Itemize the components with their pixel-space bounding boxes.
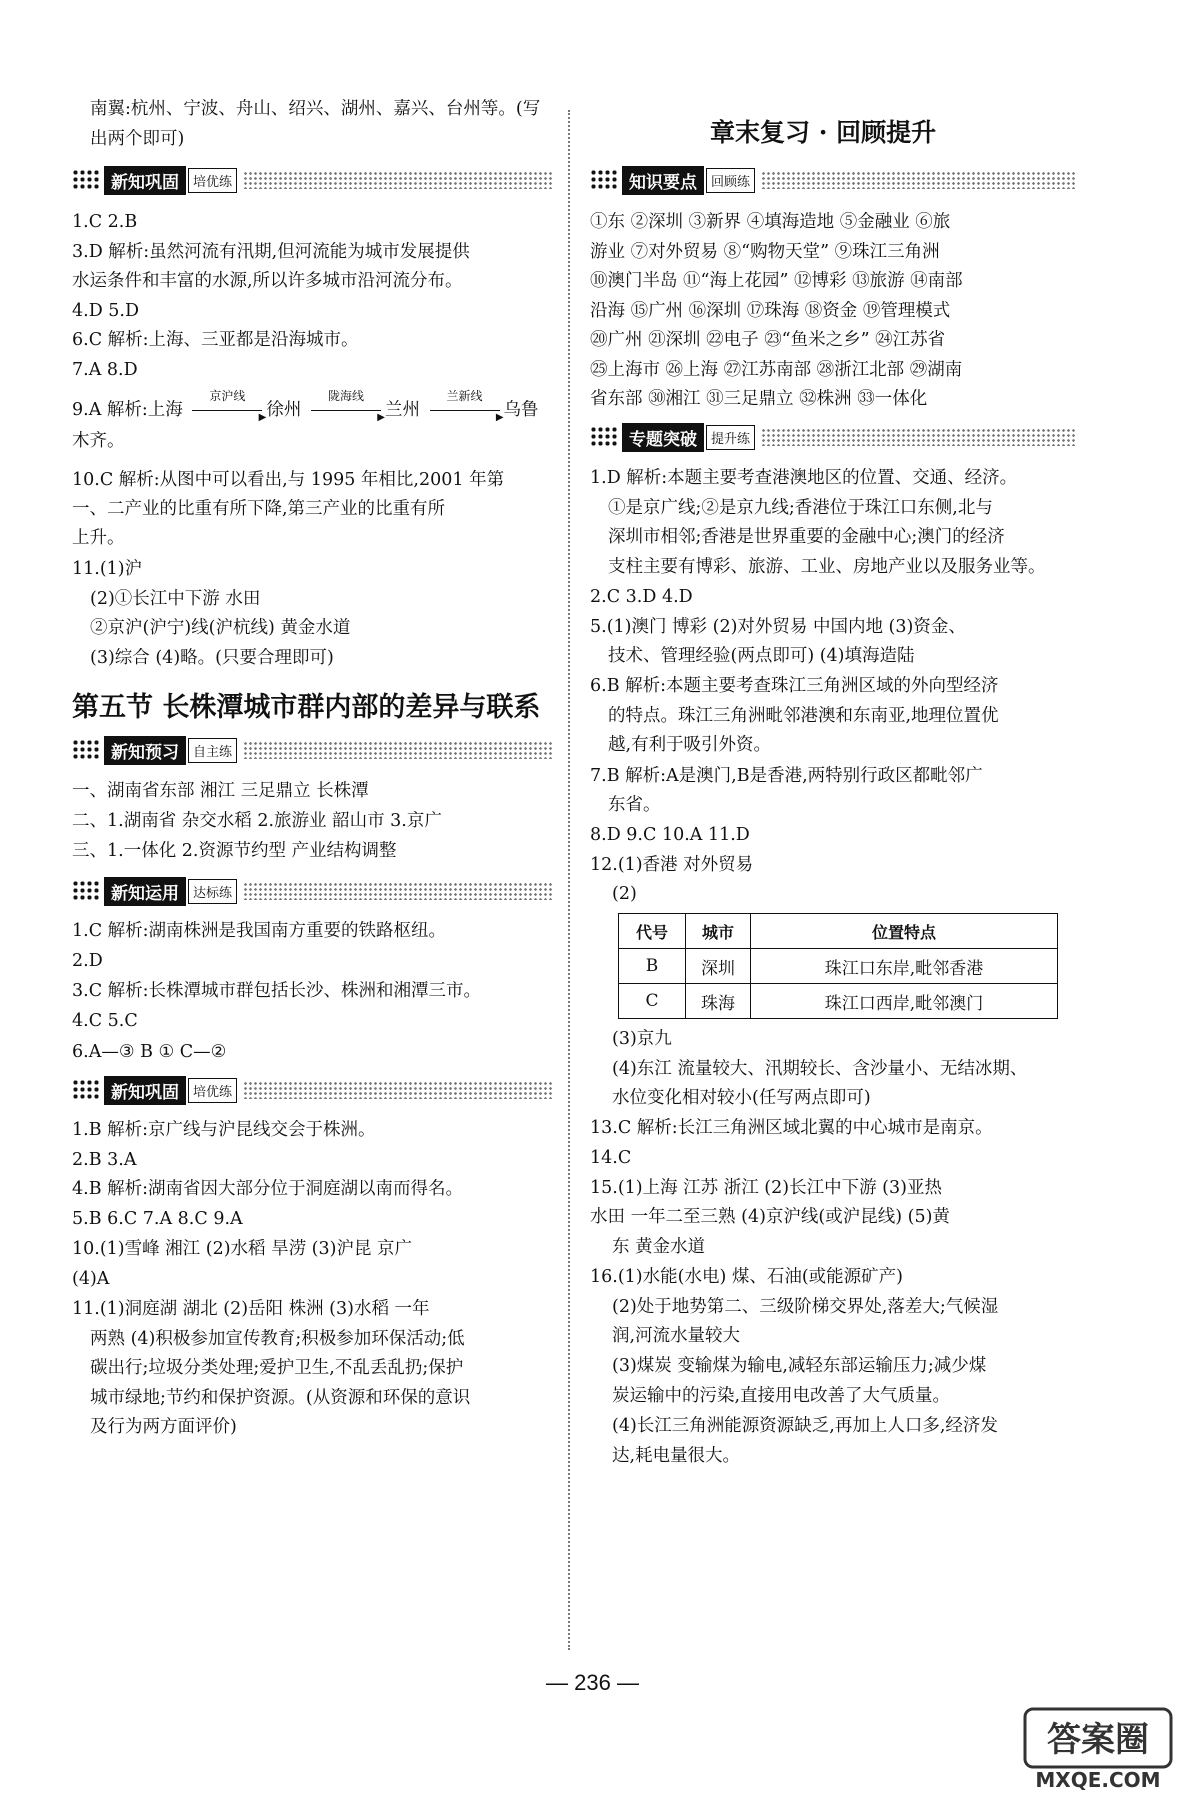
answer-line: ㉕上海市 ㉖上海 ㉗江苏南部 ㉘浙江北部 ㉙湖南 bbox=[590, 360, 963, 380]
answer-line: (3)京九 bbox=[612, 1029, 672, 1049]
answer-line: (4)东江 流量较大、汛期较长、含沙量小、无结冰期、 bbox=[612, 1059, 1028, 1079]
answer-line: 三、1.一体化 2.资源节约型 产业结构调整 bbox=[72, 841, 397, 861]
answer-line: 越,有利于吸引外资。 bbox=[608, 735, 772, 755]
answer-line: ⑳广州 ㉑深圳 ㉒电子 ㉓“鱼米之乡” ㉔江苏省 bbox=[590, 330, 946, 350]
answer-line: 8.D 9.C 10.A 11.D bbox=[590, 825, 750, 845]
answer-line: 4.C 5.C bbox=[72, 1011, 138, 1031]
answer-line: 木齐。 bbox=[72, 431, 125, 451]
answer-line: 4.B 解析:湖南省因大部分位于洞庭湖以南而得名。 bbox=[72, 1179, 464, 1199]
dotted-fill bbox=[761, 428, 1075, 446]
answer-line: (2)处于地势第二、三级阶梯交界处,落差大;气候湿 bbox=[612, 1297, 999, 1317]
route-arrow: 兰新线 ▶ bbox=[426, 397, 504, 423]
answer-line: 12.(1)香港 对外贸易 bbox=[590, 855, 754, 875]
route-label: 兰新线 bbox=[446, 389, 483, 403]
answer-line: 水田 一年二至三熟 (4)京沪线(或沪昆线) (5)黄 bbox=[590, 1207, 950, 1227]
answer-line: 7.A 8.D bbox=[72, 360, 138, 380]
svg-text:答案圈: 答案圈 bbox=[1047, 1720, 1149, 1760]
answer-line: ⑩澳门半岛 ⑪“海上花园” ⑫博彩 ⑬旅游 ⑭南部 bbox=[590, 271, 963, 291]
answer-line: 11.(1)洞庭湖 湖北 (2)岳阳 株洲 (3)水稻 一年 bbox=[72, 1299, 430, 1319]
table-header-row bbox=[619, 914, 1058, 949]
dots-icon bbox=[72, 880, 100, 902]
answer-line: 7.B 解析:A是澳门,B是香港,两特别行政区都毗邻广 bbox=[590, 766, 983, 786]
answer-line: 1.B 解析:京广线与沪昆线交会于株洲。 bbox=[72, 1120, 376, 1140]
bar-tag: 新知预习 bbox=[104, 736, 186, 765]
dots-icon bbox=[590, 426, 618, 448]
answer-line: 二、1.湖南省 杂交水稻 2.旅游业 韶山市 3.京广 bbox=[72, 811, 442, 831]
table-header: 城市 bbox=[686, 914, 751, 949]
route-city: 兰州 bbox=[384, 400, 420, 420]
answer-line: 润,河流水量较大 bbox=[612, 1326, 741, 1346]
position-table bbox=[618, 913, 1058, 1019]
answer-line: 上升。 bbox=[72, 528, 125, 548]
answer-line: 东省。 bbox=[608, 795, 661, 815]
answer-line: 水位变化相对较小(任写两点即可) bbox=[612, 1088, 871, 1108]
answer-line: 技术、管理经验(两点即可) (4)填海造陆 bbox=[608, 646, 915, 666]
bar-sub: 回顾练 bbox=[706, 168, 755, 193]
route-prefix: 9.A 解析:上海 bbox=[72, 400, 183, 420]
table-cell: 珠海 bbox=[686, 984, 751, 1019]
answer-line: 达,耗电量很大。 bbox=[612, 1446, 741, 1466]
answer-line: 一、湖南省东部 湘江 三足鼎立 长株潭 bbox=[72, 781, 369, 801]
dots-icon bbox=[72, 1079, 100, 1101]
answer-line: (4)A bbox=[72, 1269, 110, 1289]
svg-text:MXQE.COM: MXQE.COM bbox=[1035, 1768, 1161, 1792]
answer-line: 支柱主要有博彩、旅游、工业、房地产业以及服务业等。 bbox=[608, 557, 1046, 577]
answer-line: 深圳市相邻;香港是世界重要的金融中心;澳门的经济 bbox=[608, 527, 1005, 547]
answer-line: 5.(1)澳门 博彩 (2)对外贸易 中国内地 (3)资金、 bbox=[590, 617, 966, 637]
bar-tag: 知识要点 bbox=[622, 166, 704, 195]
dotted-fill bbox=[243, 882, 552, 900]
bar-sub: 培优练 bbox=[188, 1078, 237, 1103]
answer-line: 3.C 解析:长株潭城市群包括长沙、株洲和湘潭三市。 bbox=[72, 981, 482, 1001]
answer-line: 13.C 解析:长江三角洲区域北翼的中心城市是南京。 bbox=[590, 1118, 993, 1138]
answer-line: 碳出行;垃圾分类处理;爱护卫生,不乱丢乱扔;保护 bbox=[90, 1358, 464, 1378]
section-bar-keypoints bbox=[590, 165, 1075, 195]
answer-line: ①东 ②深圳 ③新界 ④填海造地 ⑤金融业 ⑥旅 bbox=[590, 212, 951, 232]
answer-line: 6.C 解析:上海、三亚都是沿海城市。 bbox=[72, 330, 359, 350]
page-number: — 236 — bbox=[546, 1670, 639, 1695]
bar-sub: 培优练 bbox=[188, 168, 237, 193]
section-bar-preview bbox=[72, 735, 552, 765]
bar-tag: 新知巩固 bbox=[104, 166, 186, 195]
table-row bbox=[619, 949, 1058, 984]
route-label: 京沪线 bbox=[209, 389, 246, 403]
section-bar-consolidate bbox=[72, 165, 552, 195]
answer-line: (3)煤炭 变输煤为输电,减轻东部运输压力;减少煤 bbox=[612, 1356, 987, 1376]
answer-line: 14.C bbox=[590, 1148, 632, 1168]
dots-icon bbox=[72, 739, 100, 761]
bar-sub: 达标练 bbox=[188, 879, 237, 904]
section-bar-apply bbox=[72, 876, 552, 906]
bar-tag: 新知巩固 bbox=[104, 1076, 186, 1105]
table-cell: B bbox=[619, 949, 686, 984]
table-row bbox=[619, 984, 1058, 1019]
section-title: 第五节 长株潭城市群内部的差异与联系 bbox=[72, 692, 541, 723]
bar-tag: 新知运用 bbox=[104, 877, 186, 906]
column-divider bbox=[568, 110, 570, 1650]
dots-icon bbox=[590, 169, 618, 191]
answer-line: 4.D 5.D bbox=[72, 301, 140, 321]
answer-line: 游业 ⑦对外贸易 ⑧“购物天堂” ⑨珠江三角洲 bbox=[590, 242, 940, 262]
answer-line: ①是京广线;②是京九线;香港位于珠江口东侧,北与 bbox=[608, 498, 993, 518]
route-label: 陇海线 bbox=[327, 389, 364, 403]
answer-line: 沿海 ⑮广州 ⑯深圳 ⑰珠海 ⑱资金 ⑲管理模式 bbox=[590, 301, 951, 321]
answer-line: ②京沪(沪宁)线(沪杭线) 黄金水道 bbox=[90, 618, 351, 638]
answer-line: 一、二产业的比重有所下降,第三产业的比重有所 bbox=[72, 499, 446, 519]
route-arrow: 陇海线 ▶ bbox=[307, 397, 385, 423]
route-arrow: 京沪线 ▶ bbox=[188, 397, 266, 423]
answer-line: 1.C 解析:湖南株洲是我国南方重要的铁路枢纽。 bbox=[72, 921, 447, 941]
dotted-fill bbox=[243, 1081, 552, 1099]
answer-line: 省东部 ㉚湘江 ㉛三足鼎立 ㉜株洲 ㉝一体化 bbox=[590, 389, 928, 409]
answer-line: (2)①长江中下游 水田 bbox=[90, 589, 261, 609]
answer-line: 的特点。珠江三角洲毗邻港澳和东南亚,地理位置优 bbox=[608, 706, 999, 726]
dotted-fill bbox=[243, 741, 552, 759]
answer-line: 10.(1)雪峰 湘江 (2)水稻 旱涝 (3)沪昆 京广 bbox=[72, 1239, 413, 1259]
answer-line: 2.C 3.D 4.D bbox=[590, 587, 693, 607]
answer-line: 两熟 (4)积极参加宣传教育;积极参加环保活动;低 bbox=[90, 1329, 465, 1349]
answer-line: 6.A—③ B ① C—② bbox=[72, 1042, 227, 1062]
table-cell: C bbox=[619, 984, 686, 1019]
answer-line: 15.(1)上海 江苏 浙江 (2)长江中下游 (3)亚热 bbox=[590, 1178, 942, 1198]
table-header: 位置特点 bbox=[751, 914, 1058, 949]
dots-icon bbox=[72, 169, 100, 191]
route-city: 徐州 bbox=[266, 400, 302, 420]
dotted-fill bbox=[243, 171, 552, 189]
watermark-logo bbox=[1023, 1705, 1173, 1793]
section-bar-breakthrough bbox=[590, 422, 1075, 452]
answer-line: 6.B 解析:本题主要考查珠江三角洲区域的外向型经济 bbox=[590, 676, 999, 696]
section-bar-consolidate-2 bbox=[72, 1075, 552, 1105]
text-line: 南翼:杭州、宁波、舟山、绍兴、湖州、嘉兴、台州等。(写 bbox=[90, 99, 541, 119]
answer-line: 2.B 3.A bbox=[72, 1150, 137, 1170]
answer-line: 水运条件和丰富的水源,所以许多城市沿河流分布。 bbox=[72, 271, 463, 291]
route-city: 乌鲁 bbox=[503, 400, 539, 420]
table-cell: 深圳 bbox=[686, 949, 751, 984]
table-cell: 珠江口西岸,毗邻澳门 bbox=[751, 984, 1058, 1019]
answer-line: 16.(1)水能(水电) 煤、石油(或能源矿产) bbox=[590, 1267, 903, 1287]
answer-line: 城市绿地;节约和保护资源。(从资源和环保的意识 bbox=[90, 1388, 471, 1408]
route-answer bbox=[72, 389, 539, 423]
answer-line: 10.C 解析:从图中可以看出,与 1995 年相比,2001 年第 bbox=[72, 470, 505, 490]
answer-line: 东 黄金水道 bbox=[612, 1237, 706, 1257]
answer-line: 11.(1)沪 bbox=[72, 559, 143, 579]
text-line: 出两个即可) bbox=[90, 129, 185, 149]
answer-line: 1.D 解析:本题主要考查港澳地区的位置、交通、经济。 bbox=[590, 468, 1018, 488]
answer-line: 炭运输中的污染,直接用电改善了大气质量。 bbox=[612, 1386, 951, 1406]
table-cell: 珠江口东岸,毗邻香港 bbox=[751, 949, 1058, 984]
answer-line: (3)综合 (4)略。(只要合理即可) bbox=[90, 648, 334, 668]
chapter-title: 章末复习 · 回顾提升 bbox=[710, 118, 937, 147]
answer-line: (2) bbox=[612, 884, 637, 904]
bar-sub: 自主练 bbox=[188, 738, 237, 763]
dotted-fill bbox=[761, 171, 1075, 189]
table-header: 代号 bbox=[619, 914, 686, 949]
answer-line: 1.C 2.B bbox=[72, 212, 138, 232]
answer-line: 2.D bbox=[72, 951, 103, 971]
bar-tag: 专题突破 bbox=[622, 423, 704, 452]
answer-line: 3.D 解析:虽然河流有汛期,但河流能为城市发展提供 bbox=[72, 242, 470, 262]
bar-sub: 提升练 bbox=[706, 425, 755, 450]
answer-line: 及行为两方面评价) bbox=[90, 1417, 237, 1437]
answer-line: 5.B 6.C 7.A 8.C 9.A bbox=[72, 1209, 243, 1229]
answer-line: (4)长江三角洲能源资源缺乏,再加上人口多,经济发 bbox=[612, 1416, 998, 1436]
